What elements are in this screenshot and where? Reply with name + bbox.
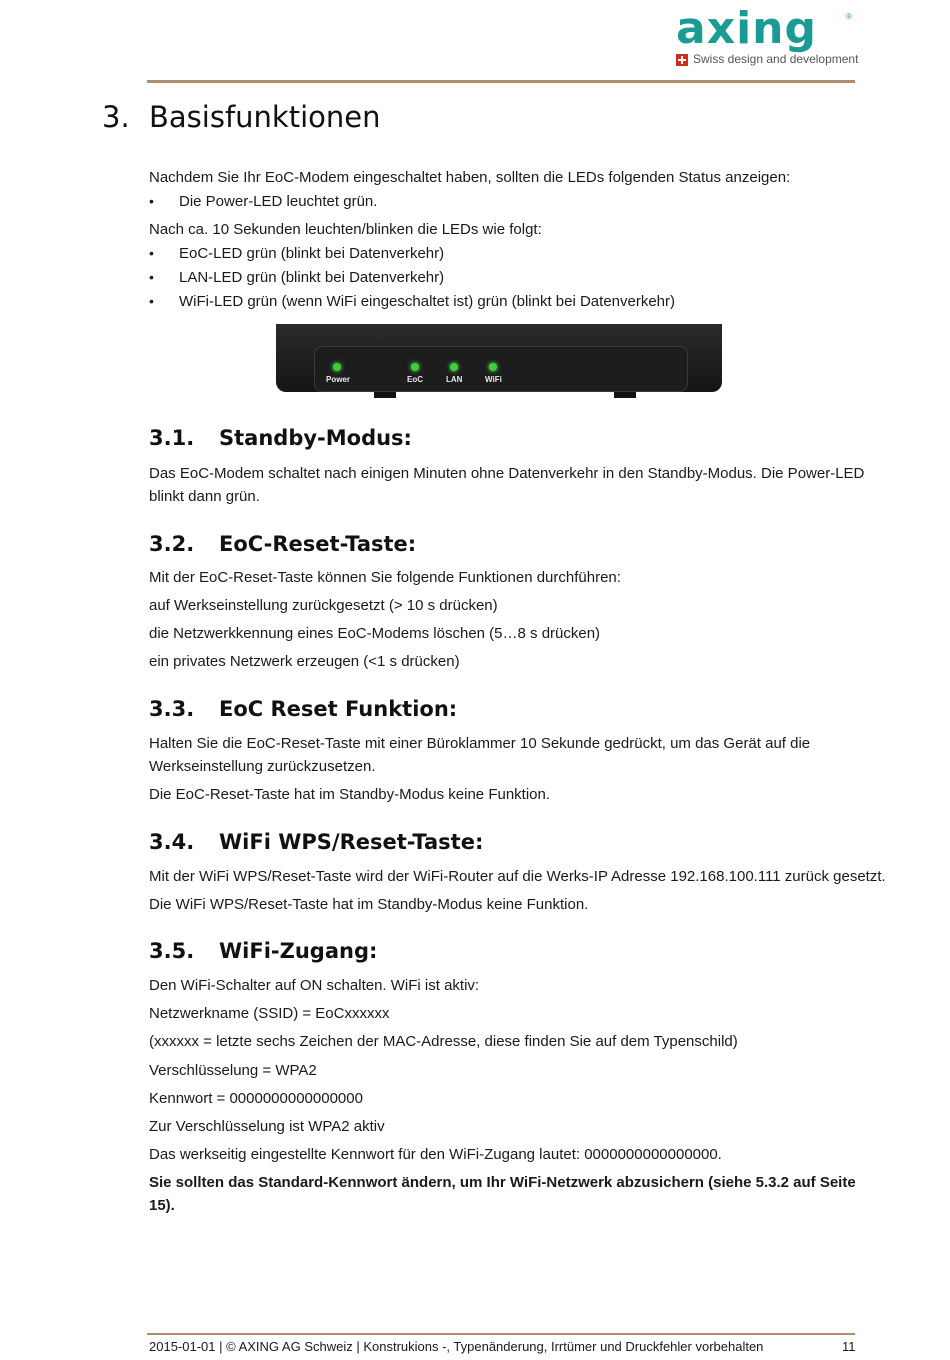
page-number: 11 <box>842 1339 856 1354</box>
wifi-led-icon <box>489 363 497 371</box>
section-heading: 3.5. WiFi-Zugang: <box>149 939 378 963</box>
paragraph-line: Die EoC-Reset-Taste hat im Standby-Modus keine Funktion. <box>149 786 551 803</box>
led-label: WiFi <box>485 375 502 384</box>
paragraph-line: Mit der EoC-Reset-Taste können Sie folgende Funktionen durchführen: <box>149 569 621 586</box>
paragraph-line: Verschlüsselung = WPA2 <box>149 1062 317 1079</box>
list-item: • WiFi-LED grün (wenn WiFi eingeschaltet ist) grün (blinkt bei Datenverkehr) <box>149 293 676 310</box>
paragraph-line: Werkseinstellung zurückzusetzen. <box>149 758 376 775</box>
logo-tagline: Swiss design and development <box>693 52 859 66</box>
section-heading: 3.2. EoC-Reset-Taste: <box>149 532 417 556</box>
intro-line: Nach ca. 10 Sekunden leuchten/blinken die LEDs wie folgt: <box>149 221 542 238</box>
led-label: Power <box>326 375 351 384</box>
swiss-flag-icon <box>676 54 688 66</box>
warning-line: 15). <box>149 1197 175 1214</box>
eoc-led-icon <box>411 363 419 371</box>
paragraph-line: Zur Verschlüsselung ist WPA2 aktiv <box>149 1118 385 1135</box>
paragraph-line: ein privates Netzwerk erzeugen (<1 s drücken) <box>149 653 460 670</box>
registered-mark: ® <box>846 12 852 21</box>
paragraph-line: Den WiFi-Schalter auf ON schalten. WiFi ist aktiv: <box>149 977 480 994</box>
modem-front-panel <box>314 346 688 392</box>
modem-led-photo <box>276 324 724 400</box>
paragraph-line: Netzwerkname (SSID) = EoCxxxxxx <box>149 1005 390 1022</box>
footer-text: 2015-01-01 | © AXING AG Schweiz | Konstrukions -, Typenänderung, Irrtümer und Druckfehler vorbehalten <box>149 1339 764 1354</box>
paragraph-line: Halten Sie die EoC-Reset-Taste mit einer Büroklammer 10 Sekunde gedrückt, um das Gerät auf die <box>149 735 811 752</box>
list-item: • EoC-LED grün (blinkt bei Datenverkehr) <box>149 245 445 262</box>
paragraph-line: blinkt dann grün. <box>149 488 260 505</box>
intro-line: Nachdem Sie Ihr EoC-Modem eingeschaltet haben, sollten die LEDs folgenden Status anzeigen: <box>149 169 791 186</box>
list-item: • Die Power-LED leuchtet grün. <box>149 193 378 210</box>
paragraph-line: die Netzwerkkennung eines EoC-Modems löschen (5…8 s drücken) <box>149 625 601 642</box>
led-label: LAN <box>446 375 463 384</box>
list-item: • LAN-LED grün (blinkt bei Datenverkehr) <box>149 269 445 286</box>
led-label: EoC <box>407 375 423 384</box>
axing-logo <box>676 3 859 68</box>
section-heading: 3.4. WiFi WPS/Reset-Taste: <box>149 830 484 854</box>
chapter-title: Basisfunktionen <box>149 100 381 134</box>
chapter-heading <box>102 100 380 134</box>
section-heading: 3.3. EoC Reset Funktion: <box>149 697 458 721</box>
section-heading: 3.1. Standby-Modus: <box>149 426 412 450</box>
lan-led-icon <box>450 363 458 371</box>
paragraph-line: Kennwort = 0000000000000000 <box>149 1090 363 1107</box>
paragraph-line: (xxxxxx = letzte sechs Zeichen der MAC-Adresse, diese finden Sie auf dem Typenschild) <box>149 1033 738 1050</box>
paragraph-line: Das EoC-Modem schaltet nach einigen Minuten ohne Datenverkehr in den Standby-Modus. Die Power-LED <box>149 465 865 482</box>
paragraph-line: auf Werkseinstellung zurückgesetzt (> 10 s drücken) <box>149 597 498 614</box>
warning-line: Sie sollten das Standard-Kennwort ändern, um Ihr WiFi-Netzwerk abzusichern (siehe 5.3.2 auf Seite <box>149 1174 856 1191</box>
logo-wordmark: axing <box>676 3 817 54</box>
chapter-number: 3. <box>102 100 130 134</box>
paragraph-line: Die WiFi WPS/Reset-Taste hat im Standby-Modus keine Funktion. <box>149 896 589 913</box>
header-rule <box>147 80 855 83</box>
power-led-icon <box>333 363 341 371</box>
paragraph-line: Mit der WiFi WPS/Reset-Taste wird der WiFi-Router auf die Werks-IP Adresse 192.168.100.111 zurück gesetzt. <box>149 868 886 885</box>
footer-rule <box>147 1333 855 1335</box>
paragraph-line: Das werkseitig eingestellte Kennwort für den WiFi-Zugang lautet: 0000000000000000. <box>149 1146 722 1163</box>
